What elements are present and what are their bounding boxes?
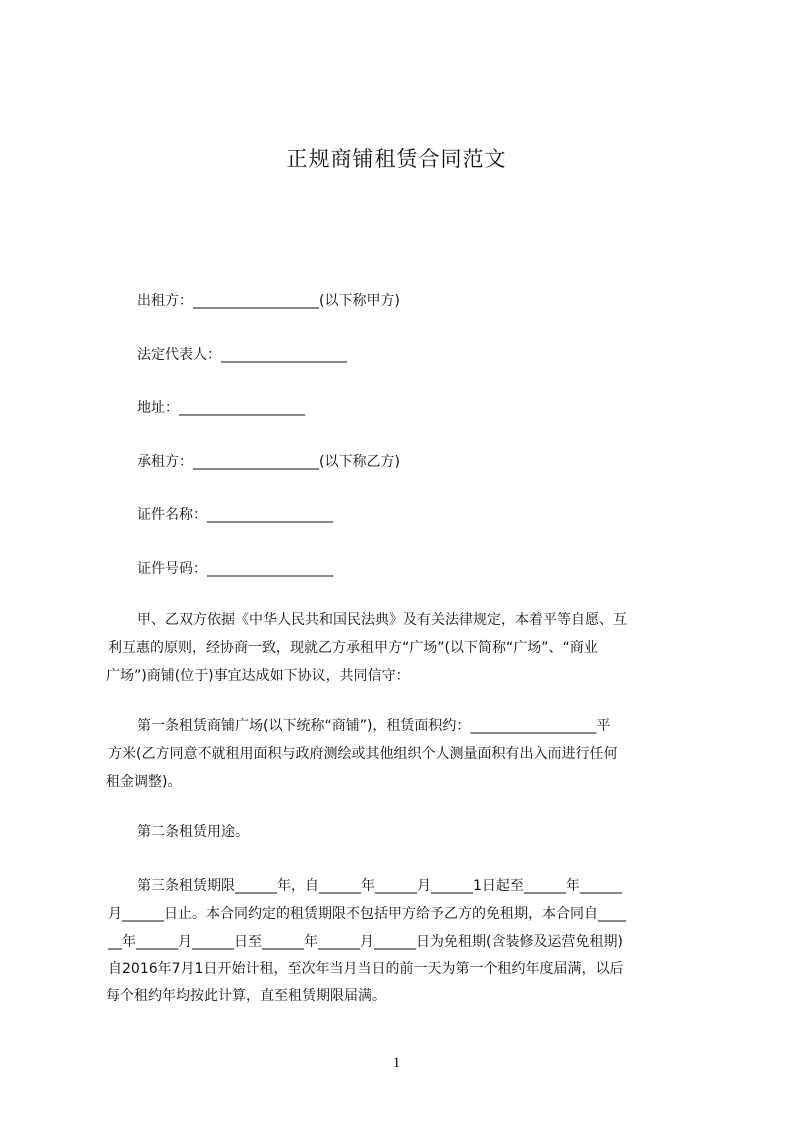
- field-lessor: 出租方：__________________(以下称甲方): [137, 293, 400, 309]
- text-line: 第一条租赁商铺广场(以下统称“商铺”)，租赁面积约：__________________平: [137, 718, 611, 734]
- field-lessee: 承租方：__________________(以下称乙方): [137, 454, 400, 470]
- field-legal-representative: 法定代表人：__________________: [137, 347, 347, 363]
- text-line: 自2016年7月1日开始计租，至次年当月当日的前一天为第一个租约年度届满，以后: [108, 961, 624, 977]
- text-line: 月______日止。本合同约定的租赁期限不包括甲方给予乙方的免租期，本合同自____: [108, 906, 626, 922]
- text-line: __年______月______日至______年______月______日为免租期(含装修及运营免租期): [108, 934, 623, 950]
- field-id-type: 证件名称：__________________: [137, 507, 333, 523]
- text-line: 租金调整)。: [106, 774, 182, 790]
- page-number: 1: [392, 1055, 401, 1071]
- text-line: 每个租约年均按此计算，直至租赁期限届满。: [106, 988, 386, 1004]
- text-line: 利互惠的原则，经协商一致，现就乙方承租甲方“广场”(以下简称“广场”、“商业: [108, 640, 598, 656]
- text-line: 第二条租赁用途。: [137, 824, 249, 840]
- text-line: 甲、乙双方依据《中华人民共和国民法典》及有关法律规定，本着平等自愿、互: [137, 612, 627, 628]
- text-line: 第三条租赁期限______年，自______年______月______1日起至______年______: [137, 878, 622, 894]
- document-title: 正规商铺租赁合同范文: [286, 147, 507, 171]
- field-id-number: 证件号码：__________________: [137, 561, 333, 577]
- field-address: 地址：__________________: [137, 400, 305, 416]
- text-line: 方米(乙方同意不就租用面积与政府测绘或其他组织个人测量面积有出入而进行任何: [108, 746, 618, 762]
- text-line: 广场”)商铺(位于)事宜达成如下协议，共同信守：: [106, 668, 410, 684]
